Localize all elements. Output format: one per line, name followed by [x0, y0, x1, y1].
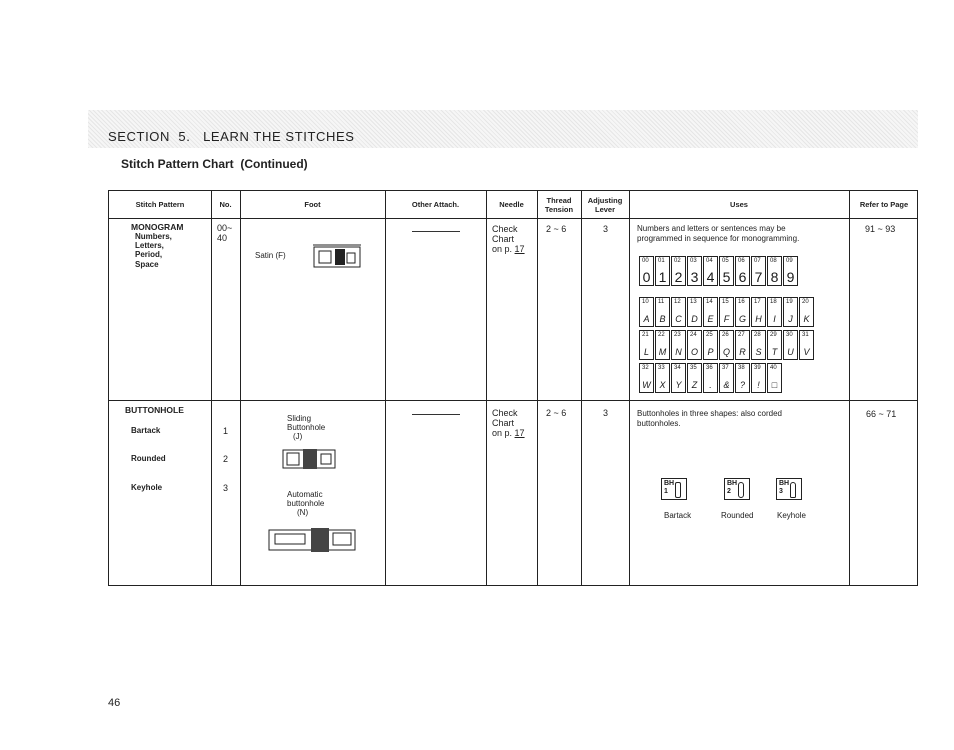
monogram-key [799, 297, 814, 327]
monogram-refer: 91 ~ 93 [865, 224, 896, 234]
monogram-key-number: 00 [642, 258, 649, 264]
col-header-no: No. [219, 200, 232, 209]
monogram-key-number: 17 [754, 299, 761, 305]
bh-tag-num: 3 [779, 488, 783, 495]
monogram-key [799, 330, 814, 360]
monogram-key-number: 15 [722, 299, 729, 305]
col-header-uses: Uses [730, 200, 748, 209]
monogram-key-char: S [755, 347, 762, 357]
monogram-key-char: 8 [770, 269, 779, 285]
row-divider [109, 400, 917, 401]
monogram-key-char: Y [675, 380, 682, 390]
buttonhole-needle-page: 17 [514, 428, 525, 438]
buttonhole-no: 1 [223, 426, 229, 436]
monogram-key-char: 1 [658, 269, 667, 285]
monogram-key-char: 4 [706, 269, 715, 285]
col-divider [486, 191, 487, 585]
foot-sliding: Sliding [287, 414, 312, 423]
bh-tag-text: BH [727, 480, 738, 487]
monogram-lever: 3 [603, 224, 609, 234]
monogram-key-char: X [659, 380, 666, 390]
monogram-key-number: 31 [802, 332, 809, 338]
monogram-key-char: 0 [642, 269, 651, 285]
monogram-key-number: 27 [738, 332, 745, 338]
stitch-pattern-table [108, 190, 918, 586]
pattern-name-monogram: MONOGRAM [131, 222, 184, 232]
col-header-needle: Needle [499, 200, 524, 209]
monogram-needle-label: on p. [492, 244, 513, 254]
monogram-key-number: 28 [754, 332, 761, 338]
monogram-sub: Period, [135, 250, 163, 259]
monogram-key [671, 330, 686, 360]
bh-tag [664, 480, 674, 496]
col-header-foot: Foot [304, 200, 321, 209]
foot-automatic: (N) [297, 508, 309, 517]
monogram-key-char: 5 [722, 269, 731, 285]
monogram-key-number: 03 [690, 258, 697, 264]
buttonhole-needle: Check [492, 408, 518, 418]
buttonhole-variant: Bartack [131, 426, 161, 435]
buttonhole-no: 3 [223, 483, 229, 493]
monogram-key-char: R [739, 347, 746, 357]
monogram-key-number: 35 [690, 365, 697, 371]
monogram-key [751, 363, 766, 393]
monogram-uses: Numbers and letters or sentences may be [637, 224, 786, 233]
monogram-key [703, 330, 718, 360]
monogram-sub: Space [135, 260, 159, 269]
bh-bartack-icon [661, 478, 687, 500]
monogram-key [719, 256, 734, 286]
monogram-key [655, 297, 670, 327]
automatic-buttonhole-foot-icon [267, 524, 357, 554]
col-divider [211, 191, 212, 585]
monogram-key-char: Z [691, 380, 698, 390]
monogram-key [703, 297, 718, 327]
buttonhole-tension: 2 ~ 6 [546, 408, 567, 418]
monogram-needle [492, 244, 525, 254]
monogram-key-number: 39 [754, 365, 761, 371]
monogram-foot: Satin (F) [255, 251, 286, 260]
chart-subtitle: Stitch Pattern Chart (Continued) [121, 157, 308, 171]
monogram-key-number: 37 [722, 365, 729, 371]
monogram-key [751, 330, 766, 360]
bh-caption: Rounded [721, 511, 754, 520]
buttonhole-lever: 3 [603, 408, 609, 418]
monogram-key-char: 7 [754, 269, 763, 285]
monogram-key-char: G [738, 314, 746, 324]
buttonhole-needle-label: on p. [492, 428, 513, 438]
monogram-key-number: 07 [754, 258, 761, 264]
monogram-key-number: 14 [706, 299, 713, 305]
monogram-key-number: 24 [690, 332, 697, 338]
bh-caption: Keyhole [777, 511, 806, 520]
header-divider [109, 218, 917, 219]
monogram-key-number: 20 [802, 299, 809, 305]
monogram-key-char: 2 [674, 269, 683, 285]
monogram-key-number: 25 [706, 332, 713, 338]
monogram-key-number: 22 [658, 332, 665, 338]
bh-caption: Bartack [664, 511, 692, 520]
monogram-key [671, 256, 686, 286]
monogram-key-number: 29 [770, 332, 777, 338]
monogram-key [783, 256, 798, 286]
bh-tag-text: BH [664, 480, 675, 487]
monogram-key-char: 6 [738, 269, 747, 285]
buttonhole-refer: 66 ~ 71 [866, 409, 897, 419]
col-divider [581, 191, 582, 585]
monogram-key [671, 363, 686, 393]
monogram-key [687, 363, 702, 393]
col-divider [537, 191, 538, 585]
monogram-key-char: N [675, 347, 682, 357]
buttonhole-uses: buttonholes. [637, 419, 681, 428]
monogram-key [751, 256, 766, 286]
monogram-no: 00~ [217, 223, 233, 233]
monogram-sub: Numbers, [135, 232, 172, 241]
monogram-keys-w-space [639, 363, 782, 393]
monogram-key [639, 256, 654, 286]
monogram-key-char: K [803, 314, 810, 324]
monogram-key-char: E [707, 314, 714, 324]
monogram-key [735, 330, 750, 360]
monogram-key-number: 26 [722, 332, 729, 338]
monogram-key [639, 297, 654, 327]
bh-slot [675, 482, 681, 498]
monogram-key-number: 34 [674, 365, 681, 371]
monogram-key-char: F [723, 314, 730, 324]
monogram-key-char: & [723, 380, 730, 390]
bh-tag [727, 480, 737, 496]
monogram-key [767, 256, 782, 286]
monogram-key [655, 363, 670, 393]
monogram-key [767, 297, 782, 327]
other-attach-none [412, 231, 460, 232]
monogram-keys-a-k [639, 297, 814, 327]
monogram-key-char: 3 [690, 269, 699, 285]
monogram-uses: programmed in sequence for monogramming. [637, 234, 800, 243]
monogram-key [639, 330, 654, 360]
monogram-key-char: Q [722, 347, 730, 357]
buttonhole-needle [492, 428, 525, 438]
monogram-key-number: 02 [674, 258, 681, 264]
sliding-buttonhole-foot-icon [281, 446, 337, 472]
monogram-key-char: . [709, 380, 712, 390]
monogram-key-char: B [659, 314, 666, 324]
col-header-lever: Adjusting Lever [587, 195, 623, 214]
satin-foot-icon [313, 243, 361, 269]
bh-rounded-icon [724, 478, 750, 500]
col-header-refer: Refer to Page [859, 200, 909, 209]
monogram-key-number: 18 [770, 299, 777, 305]
monogram-key-char: A [643, 314, 650, 324]
bh-tag-num: 2 [727, 488, 731, 495]
monogram-key-number: 40 [770, 365, 777, 371]
monogram-key [687, 256, 702, 286]
monogram-key-char: D [691, 314, 698, 324]
monogram-key-char: L [643, 347, 649, 357]
monogram-key-number: 11 [658, 299, 665, 305]
monogram-key-number: 04 [706, 258, 713, 264]
monogram-key-number: 10 [642, 299, 649, 305]
monogram-key [767, 363, 782, 393]
page-number: 46 [108, 697, 121, 709]
monogram-key [719, 363, 734, 393]
monogram-key-char: J [788, 314, 793, 324]
bh-tag [779, 480, 789, 496]
monogram-needle-page: 17 [514, 244, 525, 254]
monogram-key-number: 36 [706, 365, 713, 371]
monogram-key-number: 33 [658, 365, 665, 371]
monogram-key [687, 297, 702, 327]
monogram-key-number: 30 [786, 332, 793, 338]
col-divider [849, 191, 850, 585]
monogram-key-char: O [690, 347, 698, 357]
monogram-key [687, 330, 702, 360]
monogram-key-char: □ [771, 380, 778, 390]
monogram-keys-numbers [639, 256, 798, 286]
monogram-key-number: 01 [658, 258, 665, 264]
monogram-key [655, 256, 670, 286]
monogram-key-number: 19 [786, 299, 793, 305]
monogram-key-number: 16 [738, 299, 745, 305]
monogram-key [655, 330, 670, 360]
monogram-key [735, 256, 750, 286]
monogram-key [719, 297, 734, 327]
col-header-pattern: Stitch Pattern [135, 200, 185, 209]
foot-sliding: Buttonhole [287, 423, 326, 432]
monogram-key-char: T [771, 347, 778, 357]
monogram-key [671, 297, 686, 327]
section-title: SECTION 5. LEARN THE STITCHES [108, 129, 355, 144]
col-divider [629, 191, 630, 585]
foot-automatic: buttonhole [287, 499, 325, 508]
monogram-key [735, 297, 750, 327]
buttonhole-variant: Rounded [131, 454, 166, 463]
buttonhole-no: 2 [223, 454, 229, 464]
monogram-key-char: M [658, 347, 667, 357]
monogram-key-number: 05 [722, 258, 729, 264]
monogram-key [703, 363, 718, 393]
foot-sliding: (J) [293, 432, 303, 441]
col-divider [385, 191, 386, 585]
monogram-key-char: 9 [786, 269, 795, 285]
monogram-key-char: P [707, 347, 714, 357]
monogram-key-number: 08 [770, 258, 777, 264]
pattern-name-buttonhole: BUTTONHOLE [125, 405, 184, 415]
monogram-key-char: ! [757, 380, 760, 390]
monogram-key [783, 330, 798, 360]
col-divider [240, 191, 241, 585]
monogram-key-number: 32 [642, 365, 649, 371]
monogram-key-char: ? [739, 380, 745, 390]
monogram-key-char: C [675, 314, 682, 324]
monogram-key-char: W [642, 380, 651, 390]
other-attach-none [412, 414, 460, 415]
monogram-key [719, 330, 734, 360]
monogram-key [783, 297, 798, 327]
monogram-key-char: H [755, 314, 762, 324]
monogram-sub: Letters, [135, 241, 164, 250]
monogram-key-char: U [787, 347, 794, 357]
monogram-no: 40 [217, 233, 228, 243]
monogram-key-number: 06 [738, 258, 745, 264]
monogram-key-number: 21 [642, 332, 649, 338]
buttonhole-needle: Chart [492, 418, 515, 428]
monogram-key [703, 256, 718, 286]
monogram-key-number: 12 [674, 299, 681, 305]
monogram-needle: Check [492, 224, 518, 234]
monogram-key [767, 330, 782, 360]
bh-tag-num: 1 [664, 488, 668, 495]
bh-slot [790, 482, 796, 498]
bh-slot [738, 482, 744, 498]
monogram-keys-l-v [639, 330, 814, 360]
monogram-key [639, 363, 654, 393]
monogram-key [751, 297, 766, 327]
monogram-needle: Chart [492, 234, 515, 244]
monogram-key-number: 23 [674, 332, 681, 338]
monogram-key-number: 09 [786, 258, 793, 264]
bh-tag-text: BH [779, 480, 790, 487]
buttonhole-uses: Buttonholes in three shapes: also corded [637, 409, 782, 418]
monogram-key-char: V [803, 347, 810, 357]
col-header-other: Other Attach. [411, 200, 460, 209]
bh-keyhole-icon [776, 478, 802, 500]
foot-automatic: Automatic [287, 490, 323, 499]
buttonhole-variant: Keyhole [131, 483, 163, 492]
col-header-tension: Thread Tension [544, 195, 574, 214]
monogram-key [735, 363, 750, 393]
monogram-key-char: I [773, 314, 776, 324]
monogram-key-number: 13 [690, 299, 697, 305]
monogram-tension: 2 ~ 6 [546, 224, 567, 234]
monogram-key-number: 38 [738, 365, 745, 371]
